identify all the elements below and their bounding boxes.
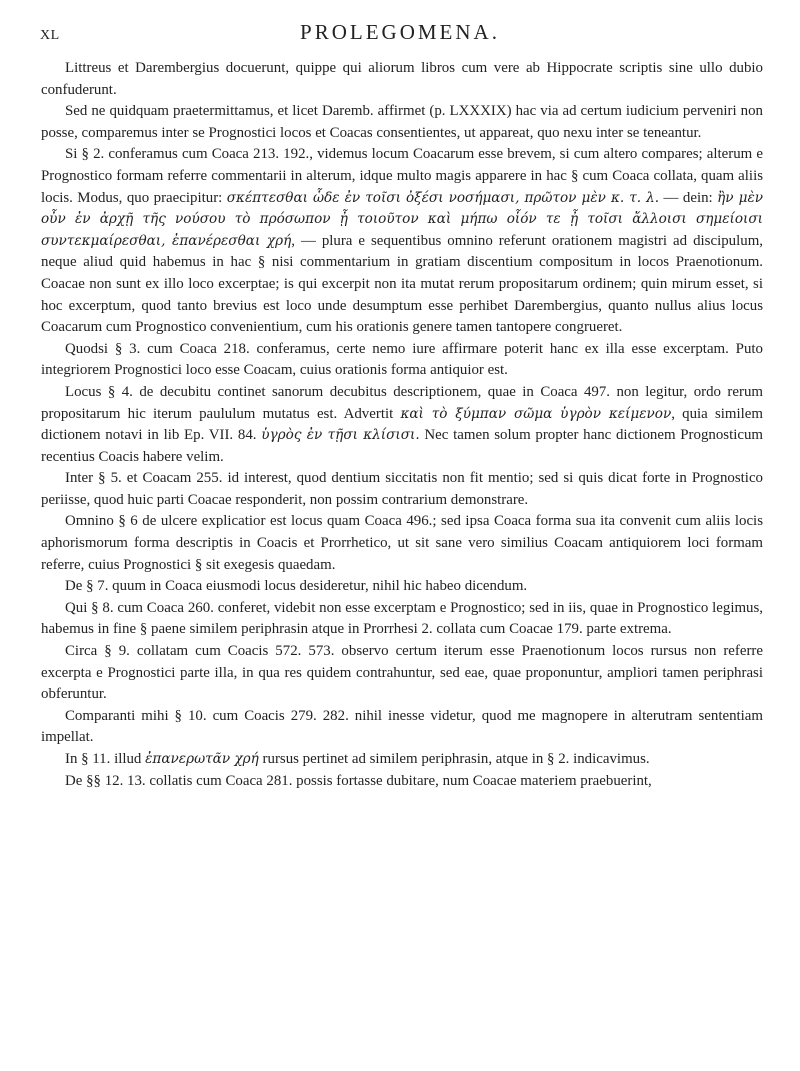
paragraph-text: Nec tamen solum propter hanc dictionem Prognosticum recentius Coacis habere velim.	[41, 427, 764, 465]
paragraph	[41, 771, 763, 793]
paragraph-text: Comparanti mihi § 10. cum Coacis 279. 282. nihil inesse videtur, quod me magnopere in alterutram sententiam impellat.	[41, 707, 763, 746]
paragraph	[41, 144, 763, 338]
paragraph	[41, 576, 763, 598]
paragraph-text: Omnino § 6 de ulcere explicatior est locus quam Coaca 496.; sed ipsa Coaca forma sua ita convenit cum aliis locis aphorismorum forma descriptis in Coacis et Prorrhetico, ut sit sane vero similius Coacam antiquiorem loci formam referre, cuius Prognostici § sit exegesis quaedam.	[41, 513, 763, 573]
paragraph-text: Si § 2. conferamus cum Coaca 213. 192., videmus locum Coacarum esse brevem, si cum altero compares; alterum e Prognostico formam referre commentarii in alterum, idque multo magis apparere in hac § cum Coaca collata, quam aliis locis. Modus, quo praecipitur:	[41, 146, 763, 206]
greek-quotation: καὶ τὸ ξύμπαν σῶμα ὑγρὸν κείμενον	[400, 405, 672, 422]
paragraph-text: In § 11. illud	[65, 751, 146, 767]
paragraph-text: Qui § 8. cum Coaca 260. conferet, videbit non esse excerptam e Prognostico; sed in iis, quae in Prognostico legimus, habemus in fine § paene similem periphrasin atque in Prorrhesi 2. collata cum Coacae 179. parte extrema.	[41, 599, 763, 638]
paragraph	[41, 58, 763, 101]
paragraph-text: De §§ 12. 13. collatis cum Coaca 281. possis fortasse dubitare, num Coacae materiem praebuerint,	[65, 772, 652, 789]
greek-quotation: ὑγρὸς ἐν τῇσι κλίσισι.	[261, 427, 420, 444]
paragraph	[41, 468, 763, 511]
greek-quotation: ἐπανερωτᾶν χρή	[145, 751, 259, 767]
paragraph-text: Littreus et Darembergius docuerunt, quippe qui aliorum libros cum vere ab Hippocrate scriptis sine ullo dubio confuderunt.	[41, 60, 763, 98]
paragraph-text: Locus § 4. de decubitu continet sanorum decubitus descriptionem, quae in Coaca 497. non legitur, ordo rerum propositarum hic iterum paululum mutatus est. Advertit	[41, 383, 763, 422]
paragraph	[41, 641, 763, 706]
paragraph-text: Quodsi § 3. cum Coaca 218. conferamus, certe nemo iure affirmare poterit hanc ex illa esse excerptam. Puto integriorem Prognostici loco esse Coacam, cuius orationis forma antiquior est.	[41, 340, 763, 379]
paragraph-text: Sed ne quidquam praetermittamus, et licet Daremb. affirmet (p. LXXXIX) hac via ad certum iudicium perveniri non posse, comparemus inter se Prognostici locos et Coacas consentientes, ut appareat, quo nexu inter se teneantur.	[41, 103, 763, 141]
running-title: PROLEGOMENA.	[300, 20, 500, 44]
paragraph-text: , quia similem dictionem notavi in lib Ep. VII. 84.	[41, 405, 763, 444]
paragraph	[41, 598, 763, 641]
paragraph	[41, 511, 763, 576]
paragraph	[41, 706, 763, 749]
paragraph	[41, 749, 763, 771]
paragraph-text: De § 7. quum in Coaca eiusmodi locus desideretur, nihil hic habeo dicendum.	[65, 578, 528, 595]
paragraph	[41, 382, 763, 468]
paragraph	[41, 339, 763, 382]
paragraph-text: Circa § 9. collatam cum Coacis 572. 573. observo certum iterum esse Praenotionum locos rursus non referre excerpta e Prognostici parte illa, in qua res quidem contrahuntur, sed eae, quae proponuntur, ampliori tamen periphrasi obferuntur.	[41, 643, 763, 703]
paragraph	[41, 101, 763, 144]
body-text	[41, 58, 763, 792]
paragraph-text: rursus pertinet ad similem periphrasin, atque in § 2. indicavimus.	[258, 751, 650, 767]
greek-quotation: σκέπτεσθαι ὧδε ἐν τοῖσι ὀξέσι νοσήμασι, πρῶτον μὲν κ. τ. λ.	[226, 189, 660, 206]
running-head	[40, 14, 760, 50]
paragraph-text: , — plura e sequentibus omnino referunt orationem magistri ad discipulum, neque aliud quid habemus in hac § nisi commentarium in gratiam discentium compositum in locos Praenotionum. Coacae non sunt ex illo loco excerptae; is qui excerpit non ita mutat rerum propositarum ordinem; quin mirum esset, si hoc excerptum, quod tanto brevius est loco unde desumptum esse perhibet Darembergius, quanto nullus alius locus Coacarum cum Prognostico convenientium, cum his orationis genere tamen tantopere congrueret.	[41, 232, 763, 336]
paragraph-text: Inter § 5. et Coacam 255. id interest, quod dentium siccitatis non fit mentio; sed si quis dicat forte in Prognostico periisse, quod huic parti Coacae responderit, non possim contrarium demonstrare.	[41, 470, 763, 508]
greek-quotation: ἢν μὲν οὖν ἐν ἀρχῇ τῆς νούσου τὸ πρόσωπον ᾖ τοιοῦτον καὶ μήπω οἷόν τε ᾖ τοῖσι ἄλλοισι σημείοισι συντεκμαίρεσθαι, ἐπανέρεσθαι χρή	[41, 189, 763, 249]
paragraph-text: — dein:	[659, 189, 718, 206]
page-number: XL	[40, 28, 60, 43]
